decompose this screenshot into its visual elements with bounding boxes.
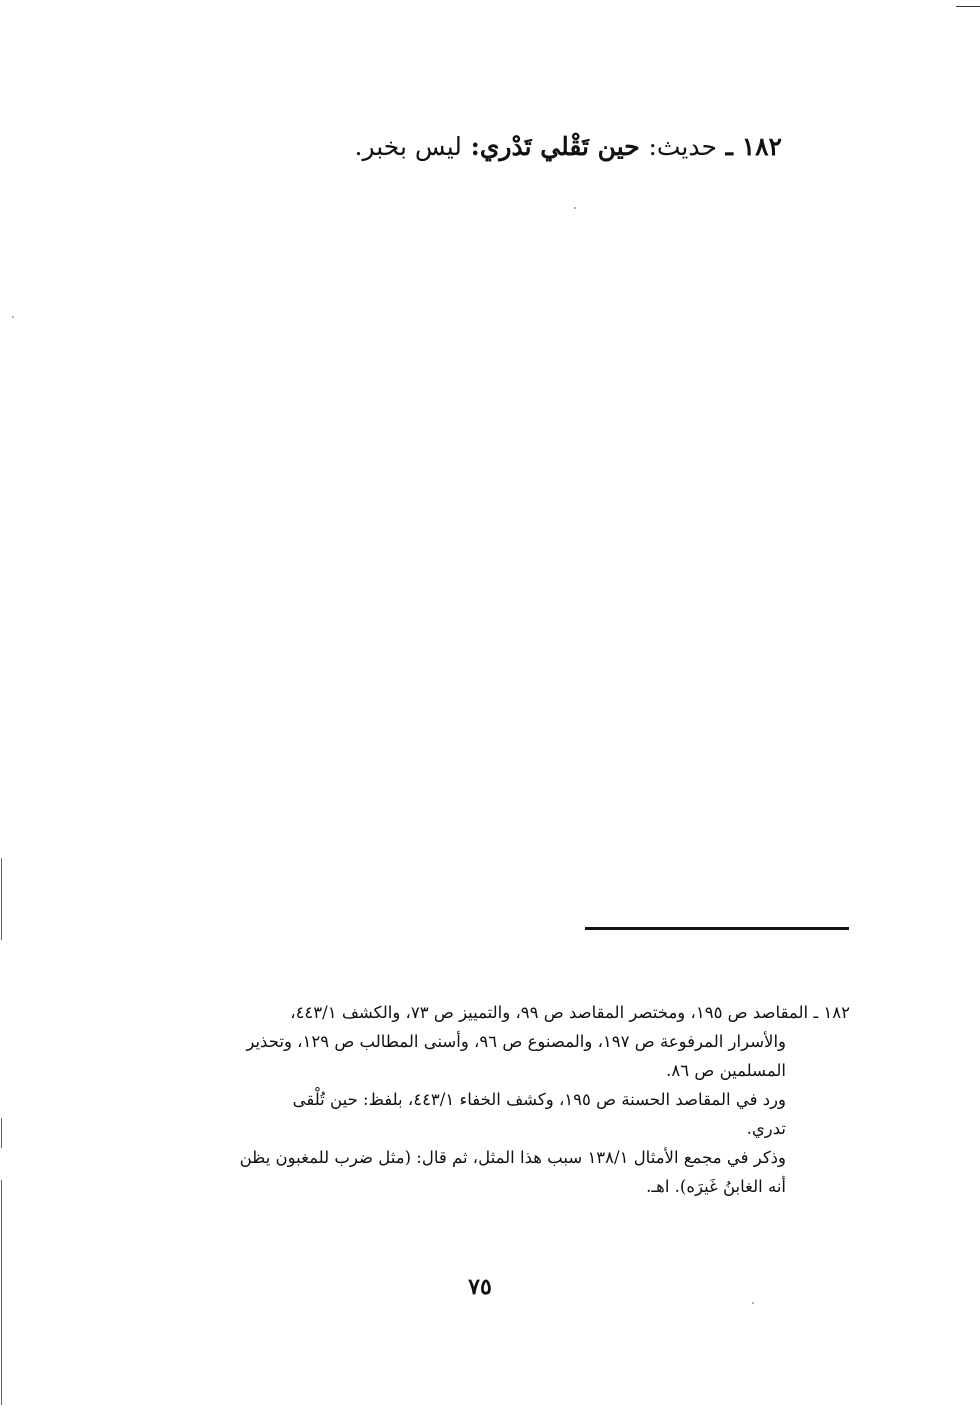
footnote-line: المسلمين ص ٨٦. <box>666 1061 786 1080</box>
footnote-line: تدري. <box>746 1119 786 1138</box>
scan-speck <box>752 1302 754 1304</box>
hadith-phrase: حين تَقْلي تَدْري: <box>470 132 640 161</box>
scan-edge-mark-top <box>956 6 980 7</box>
page-number: ٧٥ <box>468 1274 492 1300</box>
scan-edge-mark-left <box>1 858 2 940</box>
hadith-number: ١٨٢ ـ <box>725 132 782 161</box>
footnote-separator <box>585 927 849 930</box>
scan-speck <box>574 207 576 209</box>
scan-edge-mark-left <box>1 1180 2 1405</box>
hadith-heading <box>355 132 782 161</box>
scan-speck <box>12 316 14 318</box>
hadith-label: حديث: <box>648 132 717 161</box>
footnote-line: أنه الغابنُ غَيرَه). اهـ. <box>646 1177 786 1196</box>
footnote-line: ١٨٢ ـ المقاصد ص ١٩٥، ومختصر المقاصد ص ٩٩، والتمييز ص ٧٣، والكشف ٤٤٣/١، <box>290 1003 850 1022</box>
footnote-line: ورد في المقاصد الحسنة ص ١٩٥، وكشف الخفاء ٤٤٣/١، بلفظ: حين تُلْقى <box>292 1090 786 1109</box>
hadith-gloss: ليس بخبر. <box>354 132 462 161</box>
footnote-block <box>112 998 850 1201</box>
footnote-line: وذكر في مجمع الأمثال ١٣٨/١ سبب هذا المثل، ثم قال: (مثل ضرب للمغبون يظن <box>239 1148 786 1167</box>
footnote-line: والأسرار المرفوعة ص ١٩٧، والمصنوع ص ٩٦، وأسنى المطالب ص ١٢٩، وتحذير <box>246 1032 786 1051</box>
scan-edge-mark-left <box>1 1118 2 1148</box>
